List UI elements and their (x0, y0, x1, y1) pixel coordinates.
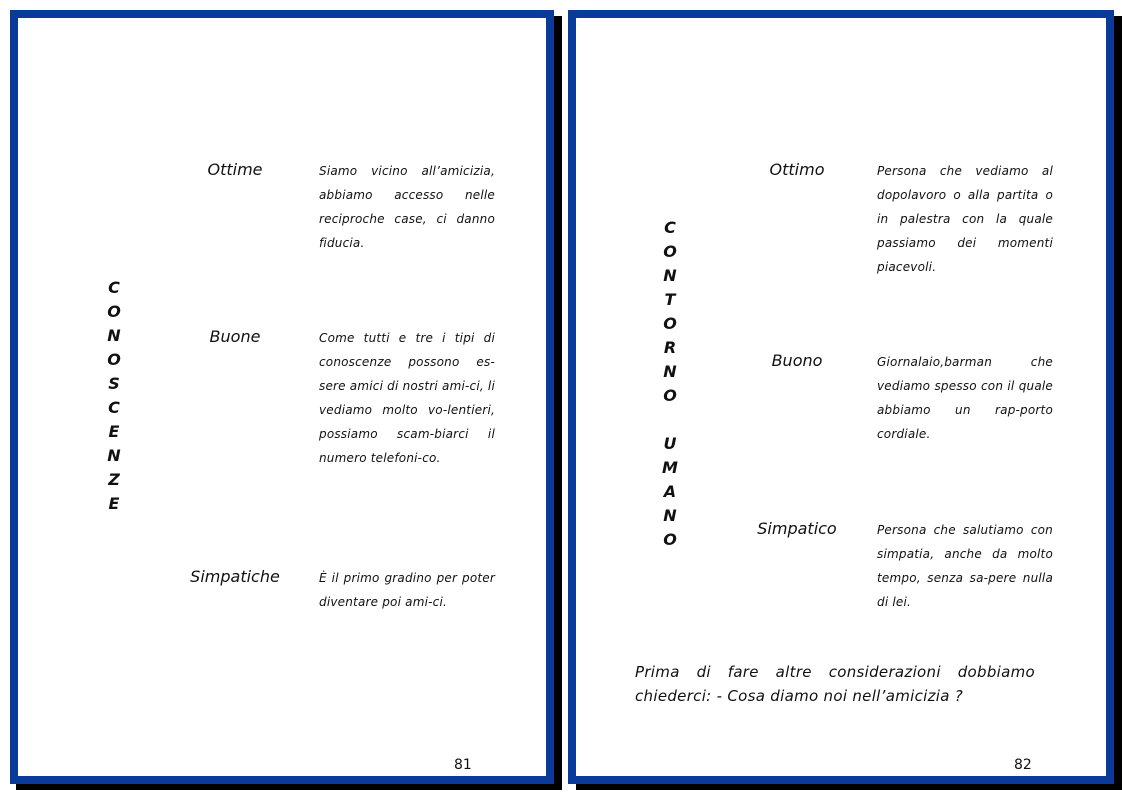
title-letter: N (663, 506, 677, 525)
title-letter: E (108, 494, 120, 513)
term-simpatiche: Simpatiche (190, 567, 280, 586)
term-buone: Buone (209, 327, 261, 346)
title-letter: O (663, 386, 677, 405)
title-letter: C (108, 398, 120, 417)
title-letter (658, 408, 682, 432)
vertical-title-conoscenze (102, 276, 126, 516)
page-number: 82 (1014, 757, 1032, 773)
title-letter: O (107, 350, 121, 369)
title-letter: N (107, 326, 121, 345)
title-letter: N (663, 266, 677, 285)
page-number: 81 (454, 757, 472, 773)
description-simpatiche: È il primo gradino per poter diventare poi ami-ci. (319, 571, 495, 609)
description-ottime: Siamo vicino all’amicizia, abbiamo accesso nelle reciproche case, ci danno fiducia. (319, 164, 495, 250)
term-simpatico: Simpatico (757, 519, 837, 538)
title-letter: C (108, 278, 120, 297)
title-letter: O (663, 242, 677, 261)
description-buone: Come tutti e tre i tipi di conoscenze possono es-sere amici di nostri ami-ci, li vediamo molto vo-lentieri, possiamo scam-biarci il numero telefoni-co. (319, 331, 495, 465)
vertical-title-contorno-umano (658, 216, 682, 552)
title-letter: R (663, 338, 677, 357)
closing-question: Prima di fare altre considerazioni dobbiamo chiederci: - Cosa diamo noi nell’amicizia ? (635, 663, 1035, 705)
title-letter: O (663, 530, 677, 549)
title-letter: Z (108, 470, 120, 489)
left-page (10, 10, 554, 784)
right-page (568, 10, 1114, 784)
title-letter: E (108, 422, 120, 441)
term-buono: Buono (771, 351, 823, 370)
title-letter: N (663, 362, 677, 381)
title-letter: M (662, 458, 678, 477)
description-buono: Giornalaio,barman che vediamo spesso con il quale abbiamo un rap-porto cordiale. (877, 355, 1053, 441)
term-ottime: Ottime (207, 160, 263, 179)
term-ottimo: Ottimo (769, 160, 825, 179)
description-ottimo: Persona che vediamo al dopolavoro o alla partita o in palestra con la quale passiamo dei momenti piacevoli. (877, 164, 1053, 274)
description-simpatico: Persona che salutiamo con simpatia, anche da molto tempo, senza sa-pere nulla di lei. (877, 523, 1053, 609)
title-letter: A (663, 482, 677, 501)
title-letter: U (663, 434, 677, 453)
title-letter: T (664, 290, 676, 309)
title-letter: O (663, 314, 677, 333)
title-letter: O (107, 302, 121, 321)
title-letter: C (664, 218, 676, 237)
title-letter: N (107, 446, 121, 465)
title-letter: S (108, 374, 120, 393)
